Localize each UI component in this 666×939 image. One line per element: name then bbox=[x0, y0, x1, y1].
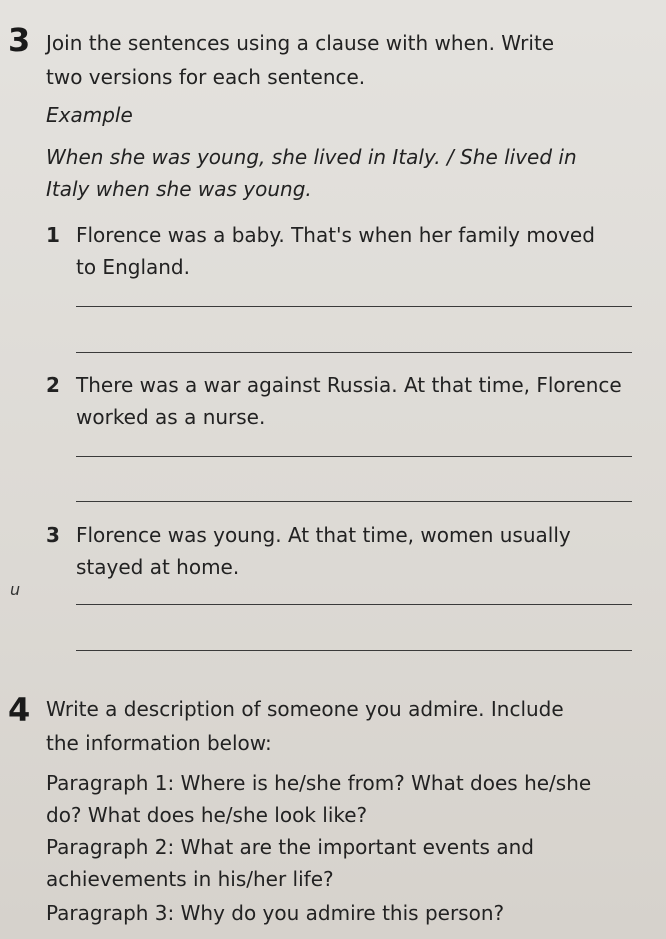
item-3-number: 3 bbox=[46, 523, 60, 547]
item-2-answer-line-1[interactable] bbox=[76, 456, 632, 457]
exercise-4-instruction-line-1: Write a description of someone you admire. Include bbox=[46, 697, 564, 721]
item-2-line-1: There was a war against Russia. At that time, Florence bbox=[76, 373, 622, 397]
paragraph-2-line-2: achievements in his/her life? bbox=[46, 867, 334, 891]
example-label: Example bbox=[46, 103, 133, 127]
item-2-answer-line-2[interactable] bbox=[76, 501, 632, 502]
item-1-answer-line-1[interactable] bbox=[76, 306, 632, 307]
item-1-line-1: Florence was a baby. That's when her family moved bbox=[76, 223, 595, 247]
exercise-3-instruction-line-2: two versions for each sentence. bbox=[46, 65, 366, 89]
exercise-3-instruction-line-1: Join the sentences using a clause with when. Write bbox=[46, 31, 555, 55]
item-3-answer-line-2[interactable] bbox=[76, 650, 632, 651]
example-line-1: When she was young, she lived in Italy. / She lived in bbox=[46, 145, 577, 169]
exercise-3-number: 3 bbox=[8, 21, 31, 59]
item-3-line-1: Florence was young. At that time, women usually bbox=[76, 523, 571, 547]
exercise-4-instruction-line-2: the information below: bbox=[46, 731, 272, 755]
paragraph-1-line-1: Paragraph 1: Where is he/she from? What does he/she bbox=[46, 771, 592, 795]
item-3-line-2: stayed at home. bbox=[76, 555, 240, 579]
example-line-2: Italy when she was young. bbox=[46, 177, 312, 201]
item-1-number: 1 bbox=[46, 223, 60, 247]
handwritten-margin-mark: u bbox=[10, 580, 21, 599]
item-3-answer-line-1[interactable] bbox=[76, 604, 632, 605]
paragraph-2-line-1: Paragraph 2: What are the important events and bbox=[46, 835, 534, 859]
item-2-number: 2 bbox=[46, 373, 60, 397]
item-1-line-2: to England. bbox=[76, 255, 190, 279]
paragraph-1-line-2: do? What does he/she look like? bbox=[46, 803, 368, 827]
item-2-line-2: worked as a nurse. bbox=[76, 405, 266, 429]
exercise-4-number: 4 bbox=[8, 691, 31, 729]
paragraph-3-line-1: Paragraph 3: Why do you admire this person? bbox=[46, 901, 505, 925]
item-1-answer-line-2[interactable] bbox=[76, 352, 632, 353]
